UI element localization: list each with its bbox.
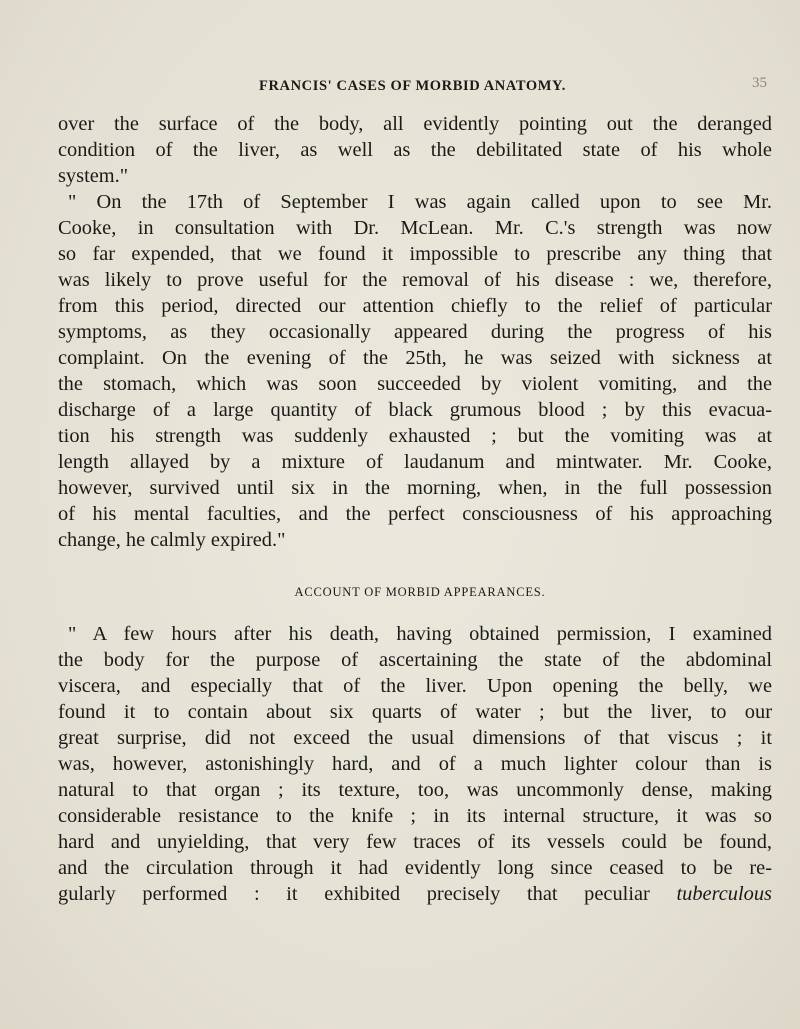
text-line: hard and unyielding, that very few traces of its vessels could be found, [58, 831, 772, 853]
text-line: length allayed by a mixture of laudanum and mintwater. Mr. Cooke, [58, 451, 772, 473]
text-line: so far expended, that we found it impossible to prescribe any thing that [58, 243, 772, 265]
text-line: from this period, directed our attention chiefly to the relief of particular [58, 295, 772, 317]
paragraph-continued [58, 111, 772, 189]
text-line: considerable resistance to the knife ; in its internal structure, it was so [58, 805, 772, 827]
text-line: and the circulation through it had evidently long since ceased to be re- [58, 857, 772, 879]
text-line: symptoms, as they occasionally appeared during the progress of his [58, 321, 772, 343]
text-line: however, survived until six in the morning, when, in the full possession [58, 477, 772, 499]
text-line: was, however, astonishingly hard, and of a much lighter colour than is [58, 753, 772, 775]
text-line-final [58, 881, 772, 907]
text-line: " On the 17th of September I was again called upon to see Mr. [68, 191, 772, 213]
running-head [0, 75, 800, 102]
text-line: found it to contain about six quarts of water ; but the liver, to our [58, 701, 772, 723]
text-line: viscera, and especially that of the liver. Upon opening the belly, we [58, 675, 772, 697]
text-line: change, he calmly expired." [58, 529, 286, 551]
text-line: tion his strength was suddenly exhausted ; but the vomiting was at [58, 425, 772, 447]
text-line: was likely to prove useful for the removal of his disease : we, therefore, [58, 269, 772, 291]
text-line: the body for the purpose of ascertaining the state of the abdominal [58, 649, 772, 671]
running-head-title: FRANCIS' CASES OF MORBID ANATOMY. [259, 78, 567, 94]
text-line: great surprise, did not exceed the usual dimensions of that viscus ; it [58, 727, 772, 749]
text-line: natural to that organ ; its texture, too, was uncommonly dense, making [58, 779, 772, 801]
text-line: condition of the liver, as well as the debilitated state of his whole [58, 139, 772, 161]
text-line: Cooke, in consultation with Dr. McLean. Mr. C.'s strength was now [58, 217, 772, 239]
section-heading: ACCOUNT OF MORBID APPEARANCES. [294, 585, 546, 599]
italic-word: tuberculous [676, 883, 772, 905]
paragraph-case-narrative [58, 189, 772, 553]
page-number: 35 [752, 75, 767, 91]
text-run: gularly performed : it exhibited precisely that peculiar [58, 883, 677, 905]
text-line: over the surface of the body, all evidently pointing out the deranged [58, 113, 772, 135]
text-line: system." [58, 165, 129, 187]
text-line: complaint. On the evening of the 25th, he was seized with sickness at [58, 347, 772, 369]
text-line: " A few hours after his death, having obtained permission, I examined [68, 623, 772, 645]
text-line: the stomach, which was soon succeeded by violent vomiting, and the [58, 373, 772, 395]
text-line: discharge of a large quantity of black grumous blood ; by this evacua- [58, 399, 772, 421]
text-line: of his mental faculties, and the perfect consciousness of his approaching [58, 503, 772, 525]
paragraph-morbid-appearances [58, 621, 772, 907]
body-text [58, 111, 772, 907]
